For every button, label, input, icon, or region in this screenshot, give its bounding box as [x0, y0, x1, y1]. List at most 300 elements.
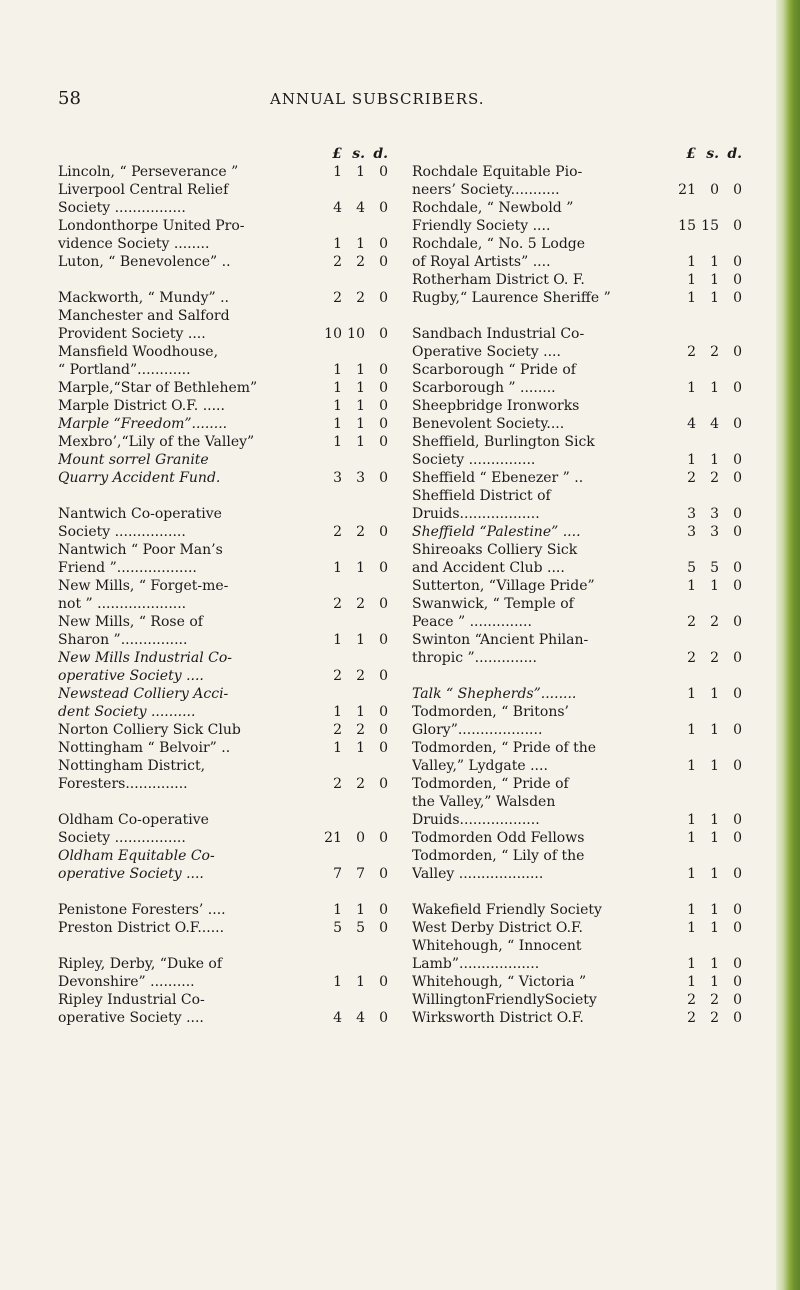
subscriber-line: [58, 865, 388, 883]
shillings-value: 1: [710, 974, 719, 990]
shillings-value: 1: [710, 452, 719, 468]
pence-value: 0: [379, 416, 388, 432]
subscriber-line: [412, 505, 742, 523]
pence-header: d.: [727, 146, 742, 162]
spacer: [412, 307, 742, 325]
subscriber-line: [412, 289, 742, 307]
pounds-value: 2: [333, 596, 342, 612]
subscriber-line: [412, 757, 742, 775]
subscriber-name: and Accident Club ....: [412, 560, 565, 576]
subscriber-name: Operative Society ....: [412, 344, 561, 360]
subscriber-name: Todmorden, “ Lily of the: [412, 848, 585, 864]
shillings-value: 1: [710, 578, 719, 594]
shillings-value: 2: [356, 596, 365, 612]
pounds-value: 3: [333, 470, 342, 486]
shillings-value: 2: [710, 344, 719, 360]
pounds-value: 4: [333, 1010, 342, 1026]
pounds-header: £: [686, 146, 696, 162]
subscriber-line: [58, 613, 388, 631]
pence-value: 0: [379, 740, 388, 756]
subscriber-line: [58, 559, 388, 577]
pounds-value: 2: [687, 470, 696, 486]
subscriber-line: [58, 505, 388, 523]
subscriber-name: Sheffield District of: [412, 488, 551, 504]
subscriber-name: Valley,” Lydgate ....: [412, 758, 548, 774]
subscriber-name: Nottingham “ Belvoir” ..: [58, 740, 231, 756]
pounds-value: 4: [687, 416, 696, 432]
pounds-value: 1: [687, 830, 696, 846]
pounds-value: 2: [333, 776, 342, 792]
subscriber-name: Norton Colliery Sick Club: [58, 722, 241, 738]
pounds-value: 1: [333, 398, 342, 414]
spacer: [58, 271, 388, 289]
subscriber-name: Sheepbridge Ironworks: [412, 398, 580, 414]
subscriber-name: Marple District O.F. .....: [58, 398, 225, 414]
subscriber-line: [58, 253, 388, 271]
pence-value: 0: [379, 668, 388, 684]
pence-value: 0: [379, 902, 388, 918]
subscriber-line: [412, 469, 742, 487]
shillings-value: 2: [710, 470, 719, 486]
subscriber-name: Mount sorrel Granite: [58, 452, 209, 468]
subscriber-name: Sheffield, Burlington Sick: [412, 434, 595, 450]
pounds-value: 2: [687, 992, 696, 1008]
currency-header: [412, 145, 742, 163]
pence-value: 0: [379, 704, 388, 720]
subscriber-name: Friend ”..................: [58, 560, 197, 576]
pence-value: 0: [733, 290, 742, 306]
subscriber-name: Devonshire” ..........: [58, 974, 195, 990]
pounds-value: 10: [324, 326, 342, 342]
subscriber-line: [412, 613, 742, 631]
subscriber-name: Marple,“Star of Bethlehem”: [58, 380, 258, 396]
pounds-value: 2: [333, 524, 342, 540]
subscriber-line: [412, 559, 742, 577]
subscriber-line: [412, 865, 742, 883]
subscriber-name: Lincoln, “ Perseverance ”: [58, 164, 239, 180]
subscriber-line: [58, 739, 388, 757]
subscriber-name: Oldham Co-operative: [58, 812, 209, 828]
subscriber-name: Wirksworth District O.F.: [412, 1010, 584, 1026]
shillings-value: 1: [710, 290, 719, 306]
subscriber-line: [58, 667, 388, 685]
subscriber-name: Whitehough, “ Innocent: [412, 938, 582, 954]
shillings-value: 1: [356, 398, 365, 414]
subscriber-name: Society ...............: [412, 452, 536, 468]
subscriber-name: Wakefield Friendly Society: [412, 902, 602, 918]
subscriber-name: Valley ...................: [412, 866, 544, 882]
subscriber-name: Sutterton, “Village Pride”: [412, 578, 595, 594]
pounds-value: 7: [333, 866, 342, 882]
spacer: [412, 883, 742, 901]
pounds-value: 2: [687, 344, 696, 360]
pounds-value: 1: [687, 272, 696, 288]
subscriber-name: Scarborough ” ........: [412, 380, 556, 396]
subscriber-name: Society ................: [58, 830, 186, 846]
pence-value: 0: [733, 344, 742, 360]
subscriber-name: Swanwick, “ Temple of: [412, 596, 574, 612]
shillings-value: 1: [710, 758, 719, 774]
subscriber-line: [412, 181, 742, 199]
spacer: [58, 487, 388, 505]
pounds-header: £: [332, 146, 342, 162]
subscriber-name: Quarry Accident Fund.: [58, 470, 221, 486]
subscriber-line: [58, 163, 388, 181]
subscriber-line: [412, 793, 742, 811]
pounds-value: 1: [687, 758, 696, 774]
subscriber-line: [412, 973, 742, 991]
pence-value: 0: [379, 776, 388, 792]
subscriber-name: the Valley,” Walsden: [412, 794, 556, 810]
currency-header: [58, 145, 388, 163]
subscriber-name: Londonthorpe United Pro-: [58, 218, 245, 234]
spacer: [412, 667, 742, 685]
subscriber-line: [58, 631, 388, 649]
subscriber-line: [412, 271, 742, 289]
subscriber-line: [58, 433, 388, 451]
subscriber-name: dent Society ..........: [58, 704, 196, 720]
subscriber-line: [412, 649, 742, 667]
subscriber-line: [58, 991, 388, 1009]
subscriber-name: Friendly Society ....: [412, 218, 551, 234]
subscriber-line: [412, 631, 742, 649]
pounds-value: 1: [687, 920, 696, 936]
pounds-value: 3: [687, 506, 696, 522]
subscriber-name: Mexbro’,“Lily of the Valley”: [58, 434, 255, 450]
shillings-value: 1: [710, 866, 719, 882]
pounds-value: 3: [687, 524, 696, 540]
shillings-value: 1: [710, 956, 719, 972]
subscriber-name: Rochdale, “ Newbold ”: [412, 200, 574, 216]
subscriber-name: Society ................: [58, 200, 186, 216]
pence-value: 0: [379, 722, 388, 738]
subscriber-line: [58, 397, 388, 415]
subscriber-name: Druids..................: [412, 506, 540, 522]
subscriber-name: Lamb”..................: [412, 956, 540, 972]
pounds-value: 1: [687, 452, 696, 468]
pence-value: 0: [379, 596, 388, 612]
shillings-value: 1: [710, 902, 719, 918]
subscriber-name: Shireoaks Colliery Sick: [412, 542, 578, 558]
shillings-header: s.: [706, 146, 719, 162]
subscriber-name: Mackworth, “ Mundy” ..: [58, 290, 230, 306]
pence-value: 0: [733, 254, 742, 270]
subscriber-name: Rochdale Equitable Pio-: [412, 164, 583, 180]
subscriber-name: Ripley Industrial Co-: [58, 992, 205, 1008]
shillings-value: 10: [347, 326, 365, 342]
subscriber-name: WillingtonFriendlySociety: [412, 992, 597, 1008]
pounds-value: 2: [687, 1010, 696, 1026]
pence-value: 0: [733, 218, 742, 234]
page-number: 58: [58, 88, 81, 109]
subscriber-name: Todmorden, “ Pride of the: [412, 740, 597, 756]
subscriber-line: [58, 577, 388, 595]
subscriber-name: not ” ....................: [58, 596, 187, 612]
subscriber-line: [412, 253, 742, 271]
shillings-value: 2: [710, 1010, 719, 1026]
pounds-value: 5: [333, 920, 342, 936]
pounds-value: 1: [333, 704, 342, 720]
shillings-value: 0: [356, 830, 365, 846]
subscriber-line: [412, 829, 742, 847]
shillings-value: 1: [356, 380, 365, 396]
subscriber-line: [58, 703, 388, 721]
pounds-value: 2: [333, 722, 342, 738]
subscriber-line: [58, 235, 388, 253]
pence-value: 0: [379, 362, 388, 378]
running-title: ANNUAL SUBSCRIBERS.: [270, 90, 485, 108]
subscriber-line: [412, 847, 742, 865]
shillings-value: 1: [710, 722, 719, 738]
pence-value: 0: [379, 236, 388, 252]
spacer: [58, 793, 388, 811]
subscriber-name: Liverpool Central Relief: [58, 182, 229, 198]
subscriber-name: Preston District O.F......: [58, 920, 225, 936]
subscriber-name: thropic ”..............: [412, 650, 537, 666]
subscriber-name: Ripley, Derby, “Duke of: [58, 956, 223, 972]
pounds-value: 2: [687, 614, 696, 630]
pence-value: 0: [733, 902, 742, 918]
subscriber-line: [412, 901, 742, 919]
pounds-value: 2: [333, 254, 342, 270]
subscriber-line: [412, 199, 742, 217]
subscriber-line: [58, 217, 388, 235]
pounds-value: 1: [687, 380, 696, 396]
subscriber-line: [412, 379, 742, 397]
shillings-value: 3: [710, 506, 719, 522]
pence-value: 0: [733, 722, 742, 738]
subscriber-name: Talk “ Shepherds”........: [412, 686, 577, 702]
subscriber-line: [412, 685, 742, 703]
subscriber-line: [412, 361, 742, 379]
shillings-value: 1: [710, 380, 719, 396]
shillings-value: 2: [356, 668, 365, 684]
subscriber-line: [58, 307, 388, 325]
subscriber-name: neers’ Society...........: [412, 182, 560, 198]
subscriber-name: Society ................: [58, 524, 186, 540]
subscriber-name: of Royal Artists” ....: [412, 254, 551, 270]
pounds-value: 1: [333, 236, 342, 252]
subscriber-name: Peace ” ..............: [412, 614, 532, 630]
subscriber-line: [412, 991, 742, 1009]
pounds-value: 1: [687, 722, 696, 738]
subscriber-line: [58, 361, 388, 379]
pounds-value: 5: [687, 560, 696, 576]
subscriber-line: [412, 523, 742, 541]
pounds-value: 1: [687, 578, 696, 594]
subscriber-line: [58, 721, 388, 739]
pence-value: 0: [379, 380, 388, 396]
pounds-value: 1: [333, 902, 342, 918]
shillings-value: 2: [356, 722, 365, 738]
pounds-value: 1: [333, 164, 342, 180]
subscriber-line: [412, 703, 742, 721]
shillings-value: 1: [356, 164, 365, 180]
subscriber-line: [412, 343, 742, 361]
pence-value: 0: [733, 686, 742, 702]
pounds-value: 2: [333, 290, 342, 306]
shillings-value: 1: [356, 974, 365, 990]
subscriber-line: [58, 685, 388, 703]
subscriber-line: [58, 901, 388, 919]
shillings-value: 3: [356, 470, 365, 486]
pounds-value: 21: [678, 182, 696, 198]
left-column: [58, 145, 388, 1027]
shillings-value: 3: [710, 524, 719, 540]
subscriber-line: [58, 973, 388, 991]
subscriber-name: Marple “Freedom”........: [58, 416, 228, 432]
shillings-value: 1: [710, 920, 719, 936]
subscriber-line: [412, 919, 742, 937]
shillings-value: 2: [356, 290, 365, 306]
subscriber-line: [412, 541, 742, 559]
subscriber-name: Glory”...................: [412, 722, 543, 738]
subscriber-line: [58, 325, 388, 343]
pounds-value: 1: [687, 254, 696, 270]
pence-value: 0: [733, 650, 742, 666]
subscriber-name: Nantwich “ Poor Man’s: [58, 542, 223, 558]
shillings-value: 4: [356, 1010, 365, 1026]
subscriber-name: Scarborough “ Pride of: [412, 362, 576, 378]
shillings-value: 2: [356, 776, 365, 792]
pence-header: d.: [373, 146, 388, 162]
shillings-value: 5: [356, 920, 365, 936]
shillings-value: 1: [356, 632, 365, 648]
subscriber-line: [412, 397, 742, 415]
pence-value: 0: [379, 326, 388, 342]
subscriber-line: [412, 775, 742, 793]
shillings-value: 2: [710, 650, 719, 666]
pence-value: 0: [733, 920, 742, 936]
shillings-value: 1: [356, 704, 365, 720]
shillings-header: s.: [352, 146, 365, 162]
pounds-value: 1: [687, 866, 696, 882]
pounds-value: 1: [333, 560, 342, 576]
shillings-value: 2: [710, 992, 719, 1008]
subscriber-line: [412, 595, 742, 613]
pence-value: 0: [733, 992, 742, 1008]
shillings-value: 1: [356, 416, 365, 432]
pence-value: 0: [379, 164, 388, 180]
subscriber-line: [58, 649, 388, 667]
subscriber-name: Provident Society ....: [58, 326, 206, 342]
subscriber-line: [412, 163, 742, 181]
shillings-value: 0: [710, 182, 719, 198]
shillings-value: 1: [356, 236, 365, 252]
subscriber-name: Todmorden Odd Fellows: [412, 830, 585, 846]
subscriber-name: Whitehough, “ Victoria ”: [412, 974, 587, 990]
pence-value: 0: [379, 632, 388, 648]
shillings-value: 4: [356, 200, 365, 216]
pounds-value: 2: [333, 668, 342, 684]
subscriber-line: [412, 1009, 742, 1027]
subscriber-line: [58, 343, 388, 361]
subscriber-line: [58, 955, 388, 973]
subscriber-name: operative Society ....: [58, 866, 204, 882]
pence-value: 0: [733, 560, 742, 576]
pence-value: 0: [733, 506, 742, 522]
subscriber-line: [58, 595, 388, 613]
spacer: [58, 937, 388, 955]
shillings-value: 5: [710, 560, 719, 576]
subscriber-name: Newstead Colliery Acci-: [58, 686, 229, 702]
subscriber-name: Oldham Equitable Co-: [58, 848, 215, 864]
subscriber-name: Rochdale, “ No. 5 Lodge: [412, 236, 586, 252]
shillings-value: 1: [356, 434, 365, 450]
shillings-value: 1: [710, 254, 719, 270]
right-column: [412, 145, 742, 1027]
subscriber-name: Manchester and Salford: [58, 308, 230, 324]
subscriber-name: operative Society ....: [58, 1010, 204, 1026]
pence-value: 0: [379, 254, 388, 270]
subscriber-name: vidence Society ........: [58, 236, 210, 252]
pence-value: 0: [379, 830, 388, 846]
subscriber-name: Sheffield “Palestine” ....: [412, 524, 581, 540]
shillings-value: 1: [710, 830, 719, 846]
pence-value: 0: [379, 866, 388, 882]
subscriber-name: West Derby District O.F.: [412, 920, 584, 936]
pence-value: 0: [733, 974, 742, 990]
pence-value: 0: [379, 470, 388, 486]
pounds-value: 21: [324, 830, 342, 846]
subscriber-line: [412, 577, 742, 595]
subscriber-line: [412, 235, 742, 253]
subscriber-name: Todmorden, “ Britons’: [412, 704, 569, 720]
shillings-value: 1: [356, 740, 365, 756]
shillings-value: 2: [356, 254, 365, 270]
subscriber-line: [58, 829, 388, 847]
subscriber-line: [58, 523, 388, 541]
subscriber-line: [58, 181, 388, 199]
subscriber-name: Todmorden, “ Pride of: [412, 776, 569, 792]
pounds-value: 1: [333, 632, 342, 648]
subscriber-line: [58, 919, 388, 937]
shillings-value: 1: [356, 902, 365, 918]
pence-value: 0: [379, 524, 388, 540]
subscriber-name: Foresters..............: [58, 776, 188, 792]
subscriber-line: [58, 289, 388, 307]
subscriber-line: [412, 433, 742, 451]
pounds-value: 1: [333, 740, 342, 756]
subscriber-line: [58, 415, 388, 433]
pounds-value: 1: [333, 974, 342, 990]
subscriber-line: [412, 811, 742, 829]
pounds-value: 1: [687, 290, 696, 306]
subscriber-name: Benevolent Society....: [412, 416, 565, 432]
pence-value: 0: [733, 812, 742, 828]
shillings-value: 7: [356, 866, 365, 882]
pounds-value: 1: [333, 416, 342, 432]
subscriber-name: Swinton “Ancient Philan-: [412, 632, 589, 648]
subscriber-name: Druids..................: [412, 812, 540, 828]
pence-value: 0: [733, 830, 742, 846]
subscriber-line: [58, 469, 388, 487]
subscriber-line: [58, 775, 388, 793]
subscriber-line: [58, 199, 388, 217]
subscriber-line: [58, 847, 388, 865]
pence-value: 0: [733, 272, 742, 288]
subscriber-name: Nantwich Co-operative: [58, 506, 222, 522]
shillings-value: 4: [710, 416, 719, 432]
pounds-value: 4: [333, 200, 342, 216]
pence-value: 0: [379, 560, 388, 576]
pence-value: 0: [379, 398, 388, 414]
subscriber-line: [58, 451, 388, 469]
subscriber-name: Rotherham District O. F.: [412, 272, 585, 288]
pounds-value: 1: [687, 956, 696, 972]
subscriber-name: “ Portland”............: [58, 362, 191, 378]
subscriber-name: operative Society ....: [58, 668, 204, 684]
